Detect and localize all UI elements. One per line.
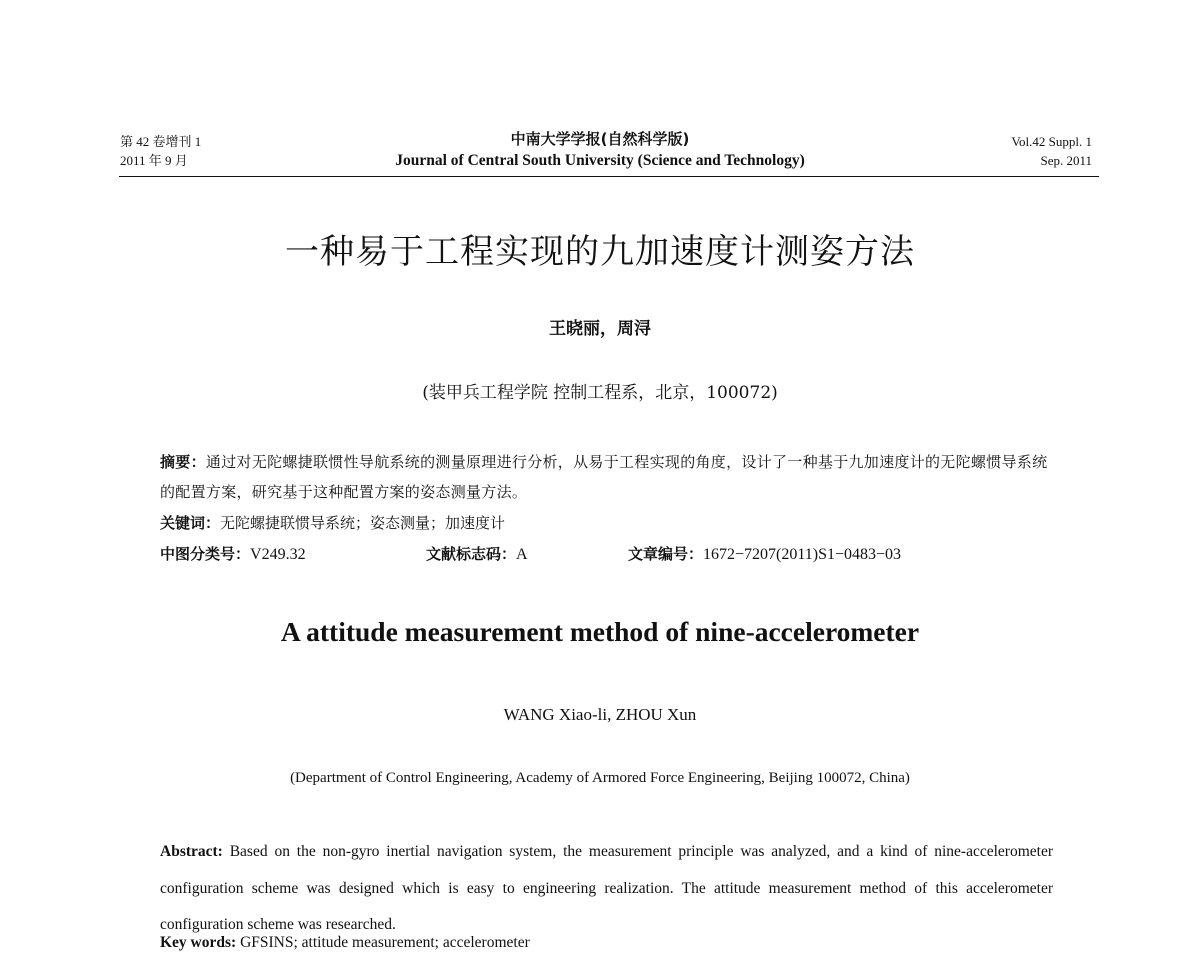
- affiliation-en: (Department of Control Engineering, Academy of Armored Force Engineering, Beijing 100072, China): [290, 770, 910, 786]
- abstract-en: [160, 834, 1053, 944]
- header-date-cn: 2011 年 9 月: [120, 153, 188, 168]
- header-volume-issue-cn: 第 42 卷增刊 1: [120, 134, 202, 149]
- paper-title-cn: 一种易于工程实现的九加速度计测姿方法: [285, 232, 915, 272]
- paper-title-en: A attitude measurement method of nine-accelerometer: [280, 616, 920, 647]
- abstract-cn: [160, 447, 1060, 507]
- affiliation-cn: (装甲兵工程学院 控制工程系，北京，100072): [422, 383, 778, 403]
- keywords-text-cn: 无陀螺捷联惯导系统；姿态测量；加速度计: [220, 514, 506, 532]
- article-number-value: 1672−7207(2011)S1−0483−03: [703, 546, 902, 563]
- header-volume-issue-en: Vol.42 Suppl. 1: [1011, 134, 1092, 149]
- journal-header: [300, 128, 900, 172]
- authors-cn: 王晓丽，周浔: [549, 319, 651, 339]
- keywords-label-cn: 关键词：: [160, 514, 221, 532]
- journal-name-en: Journal of Central South University (Science and Technology): [395, 152, 805, 169]
- keywords-en: [160, 929, 1053, 957]
- clc-number: [160, 540, 306, 569]
- keywords-text-en: GFSINS; attitude measurement; accelerometer: [240, 934, 530, 951]
- abstract-text-cn: 通过对无陀螺捷联惯性导航系统的测量原理进行分析，从易于工程实现的角度，设计了一种基于九加速度计的无陀螺惯导系统的配置方案，研究基于这种配置方案的姿态测量方法。: [160, 453, 1048, 501]
- header-date-en: Sep. 2011: [1040, 153, 1092, 168]
- clc-value: V249.32: [250, 546, 306, 563]
- journal-name-cn: 中南大学学报(自然科学版): [510, 130, 690, 148]
- header-divider: [119, 176, 1099, 177]
- abstract-text-en: Based on the non-gyro inertial navigation system, the measurement principle was analyzed, and a kind of nine-accelerometer configuration scheme was designed which is easy to engineering realization. The attitude measurement method of this accelerometer configuration scheme was researched.: [160, 843, 1053, 933]
- authors-en: WANG Xiao-li, ZHOU Xun: [503, 705, 697, 724]
- document-code-value: A: [516, 546, 528, 563]
- clc-label: 中图分类号：: [160, 545, 251, 563]
- document-code: [426, 540, 528, 569]
- document-code-label: 文献标志码：: [426, 545, 517, 563]
- article-number: [628, 540, 901, 569]
- keywords-label-en: Key words:: [160, 934, 237, 951]
- header-left: [120, 132, 201, 170]
- abstract-label-cn: 摘要：: [160, 453, 206, 471]
- article-number-label: 文章编号：: [628, 545, 704, 563]
- keywords-cn: [160, 509, 1060, 537]
- abstract-label-en: Abstract:: [160, 843, 223, 860]
- header-right: [1011, 132, 1092, 170]
